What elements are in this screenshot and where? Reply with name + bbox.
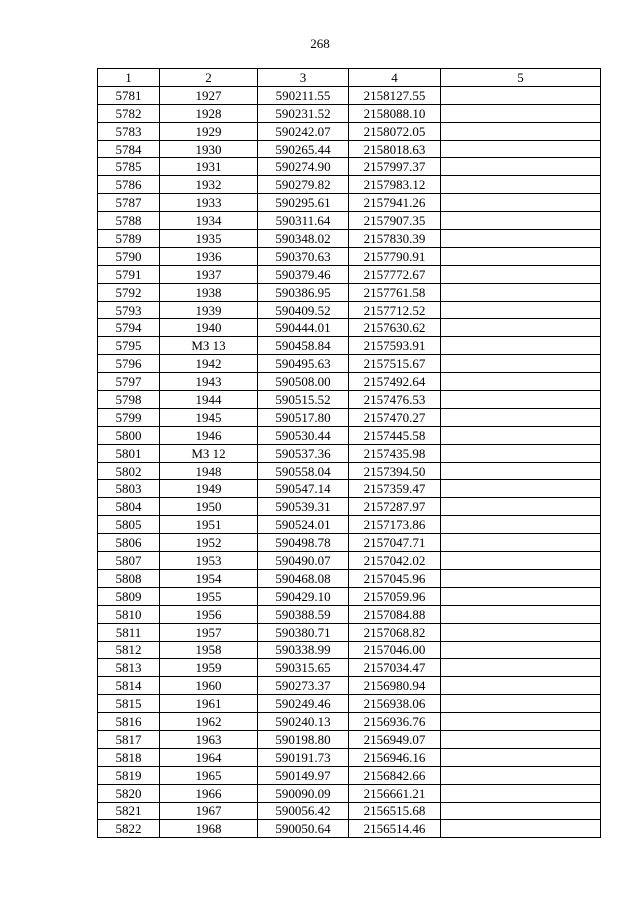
table-cell-col-1: 5799: [98, 408, 160, 426]
table-cell-col-3: 590558.04: [258, 462, 349, 480]
table-cell-col-2: 1931: [160, 158, 258, 176]
table-cell-col-1: 5782: [98, 104, 160, 122]
table-row: [98, 319, 601, 337]
table-row: [98, 713, 601, 731]
table-cell-col-5: [441, 391, 601, 409]
table-cell-col-4: 2157790.91: [349, 247, 441, 265]
table-row: [98, 176, 601, 194]
table-cell-col-4: 2157394.50: [349, 462, 441, 480]
table-cell-col-1: 5810: [98, 605, 160, 623]
table-cell-col-3: 590370.63: [258, 247, 349, 265]
table-cell-col-4: 2158072.05: [349, 122, 441, 140]
table-cell-col-5: [441, 355, 601, 373]
table-cell-col-3: 590539.31: [258, 498, 349, 516]
table-cell-col-3: 590338.99: [258, 641, 349, 659]
table-cell-col-3: 590386.95: [258, 283, 349, 301]
column-header-3: 3: [258, 69, 349, 87]
table-cell-col-1: 5806: [98, 534, 160, 552]
table-cell-col-5: [441, 373, 601, 391]
table-cell-col-4: 2156949.07: [349, 730, 441, 748]
table-row: [98, 104, 601, 122]
table-cell-col-1: 5816: [98, 713, 160, 731]
table-row: [98, 587, 601, 605]
table-row: [98, 122, 601, 140]
table-row: [98, 283, 601, 301]
column-header-1: 1: [98, 69, 160, 87]
table-cell-col-5: [441, 301, 601, 319]
table-row: [98, 337, 601, 355]
table-cell-col-3: 590242.07: [258, 122, 349, 140]
table-cell-col-5: [441, 748, 601, 766]
table-cell-col-3: 590279.82: [258, 176, 349, 194]
table-cell-col-5: [441, 677, 601, 695]
table-cell-col-1: 5820: [98, 784, 160, 802]
table-row: [98, 444, 601, 462]
table-cell-col-3: 590348.02: [258, 230, 349, 248]
table-cell-col-2: 1938: [160, 283, 258, 301]
table-cell-col-4: 2157515.67: [349, 355, 441, 373]
table-cell-col-5: [441, 587, 601, 605]
table-cell-col-3: 590191.73: [258, 748, 349, 766]
table-cell-col-5: [441, 480, 601, 498]
table-cell-col-1: 5818: [98, 748, 160, 766]
table-cell-col-2: 1957: [160, 623, 258, 641]
table-row: [98, 265, 601, 283]
table-cell-col-1: 5807: [98, 552, 160, 570]
table-row: [98, 498, 601, 516]
table-cell-col-5: [441, 623, 601, 641]
coordinates-table: [97, 68, 601, 838]
table-cell-col-3: 590409.52: [258, 301, 349, 319]
table-cell-col-2: 1934: [160, 212, 258, 230]
table-cell-col-4: 2157712.52: [349, 301, 441, 319]
table-cell-col-2: 1951: [160, 516, 258, 534]
table-cell-col-4: 2157983.12: [349, 176, 441, 194]
table-cell-col-1: 5786: [98, 176, 160, 194]
table-cell-col-2: 1964: [160, 748, 258, 766]
table-cell-col-3: 590458.84: [258, 337, 349, 355]
table-cell-col-4: 2157045.96: [349, 569, 441, 587]
table-cell-col-5: [441, 265, 601, 283]
table-cell-col-4: 2156980.94: [349, 677, 441, 695]
table-cell-col-1: 5791: [98, 265, 160, 283]
table-cell-col-3: 590547.14: [258, 480, 349, 498]
column-header-2: 2: [160, 69, 258, 87]
table-cell-col-1: 5813: [98, 659, 160, 677]
table-row: [98, 784, 601, 802]
table-cell-col-4: 2156938.06: [349, 695, 441, 713]
table-cell-col-5: [441, 784, 601, 802]
table-cell-col-4: 2158018.63: [349, 140, 441, 158]
table-cell-col-1: 5811: [98, 623, 160, 641]
table-cell-col-3: 590211.55: [258, 86, 349, 104]
table-cell-col-5: [441, 230, 601, 248]
table-cell-col-5: [441, 247, 601, 265]
table-cell-col-5: [441, 176, 601, 194]
table-cell-col-4: 2156514.46: [349, 820, 441, 838]
page-number: 268: [310, 36, 330, 51]
table-cell-col-4: 2157084.88: [349, 605, 441, 623]
table-cell-col-1: 5783: [98, 122, 160, 140]
table-cell-col-3: 590274.90: [258, 158, 349, 176]
table-cell-col-3: 590149.97: [258, 766, 349, 784]
table-row: [98, 605, 601, 623]
table-cell-col-2: 1944: [160, 391, 258, 409]
table-cell-col-2: 1961: [160, 695, 258, 713]
table-cell-col-5: [441, 605, 601, 623]
table-cell-col-1: 5805: [98, 516, 160, 534]
table-row: [98, 212, 601, 230]
table-cell-col-2: 1933: [160, 194, 258, 212]
table-cell-col-3: 590388.59: [258, 605, 349, 623]
table-cell-col-4: 2157492.64: [349, 373, 441, 391]
table-cell-col-1: 5812: [98, 641, 160, 659]
table-cell-col-3: 590537.36: [258, 444, 349, 462]
table-row: [98, 230, 601, 248]
table-cell-col-2: 1958: [160, 641, 258, 659]
table-cell-col-5: [441, 408, 601, 426]
table-cell-col-5: [441, 802, 601, 820]
table-cell-col-1: 5808: [98, 569, 160, 587]
column-header-4: 4: [349, 69, 441, 87]
table-cell-col-5: [441, 444, 601, 462]
table-cell-col-4: 2157630.62: [349, 319, 441, 337]
table-cell-col-5: [441, 212, 601, 230]
table-cell-col-2: 1937: [160, 265, 258, 283]
table-cell-col-3: 590498.78: [258, 534, 349, 552]
table-cell-col-3: 590429.10: [258, 587, 349, 605]
table-cell-col-5: [441, 534, 601, 552]
table-cell-col-3: 590468.08: [258, 569, 349, 587]
table-cell-col-3: 590311.64: [258, 212, 349, 230]
table-cell-col-3: 590508.00: [258, 373, 349, 391]
table-cell-col-2: 1932: [160, 176, 258, 194]
table-cell-col-5: [441, 569, 601, 587]
table-cell-col-5: [441, 140, 601, 158]
table-cell-col-5: [441, 695, 601, 713]
table-row: [98, 426, 601, 444]
table-cell-col-5: [441, 104, 601, 122]
table-cell-col-3: 590056.42: [258, 802, 349, 820]
table-cell-col-5: [441, 426, 601, 444]
table-cell-col-3: 590524.01: [258, 516, 349, 534]
table-cell-col-3: 590379.46: [258, 265, 349, 283]
table-row: [98, 677, 601, 695]
table-cell-col-4: 2156515.68: [349, 802, 441, 820]
table-cell-col-1: 5821: [98, 802, 160, 820]
table-cell-col-3: 590495.63: [258, 355, 349, 373]
table-cell-col-1: 5789: [98, 230, 160, 248]
table-cell-col-1: 5817: [98, 730, 160, 748]
table-cell-col-5: [441, 319, 601, 337]
table-cell-col-5: [441, 516, 601, 534]
table-cell-col-2: 1927: [160, 86, 258, 104]
table-cell-col-3: 590249.46: [258, 695, 349, 713]
table-row: [98, 820, 601, 838]
table-cell-col-2: 1959: [160, 659, 258, 677]
table-row: [98, 641, 601, 659]
table-row: [98, 140, 601, 158]
table-cell-col-2: 1962: [160, 713, 258, 731]
table-cell-col-5: [441, 86, 601, 104]
table-cell-col-1: 5815: [98, 695, 160, 713]
table-cell-col-5: [441, 730, 601, 748]
table-cell-col-4: 2157907.35: [349, 212, 441, 230]
table-cell-col-4: 2157830.39: [349, 230, 441, 248]
table-cell-col-5: [441, 820, 601, 838]
table-cell-col-3: 590530.44: [258, 426, 349, 444]
table-cell-col-4: 2157761.58: [349, 283, 441, 301]
table-cell-col-1: 5796: [98, 355, 160, 373]
header-row: [98, 69, 601, 87]
table-cell-col-2: 1968: [160, 820, 258, 838]
table-cell-col-5: [441, 194, 601, 212]
table-cell-col-2: 1965: [160, 766, 258, 784]
table-row: [98, 569, 601, 587]
table-cell-col-4: 2157593.91: [349, 337, 441, 355]
table-row: [98, 194, 601, 212]
table-cell-col-1: 5792: [98, 283, 160, 301]
table-cell-col-2: 1960: [160, 677, 258, 695]
table-cell-col-3: 590515.52: [258, 391, 349, 409]
table-cell-col-4: 2157941.26: [349, 194, 441, 212]
table-cell-col-4: 2157046.00: [349, 641, 441, 659]
table-cell-col-2: 1956: [160, 605, 258, 623]
table-cell-col-1: 5787: [98, 194, 160, 212]
table-cell-col-4: 2157445.58: [349, 426, 441, 444]
table-row: [98, 391, 601, 409]
table-cell-col-2: 1953: [160, 552, 258, 570]
table-cell-col-2: МЗ 13: [160, 337, 258, 355]
table-row: [98, 408, 601, 426]
table-cell-col-3: 590240.13: [258, 713, 349, 731]
table-row: [98, 552, 601, 570]
table-cell-col-4: 2158088.10: [349, 104, 441, 122]
table-cell-col-4: 2157068.82: [349, 623, 441, 641]
table-row: [98, 659, 601, 677]
table-cell-col-2: 1963: [160, 730, 258, 748]
table-cell-col-2: 1935: [160, 230, 258, 248]
table-cell-col-3: 590273.37: [258, 677, 349, 695]
table-cell-col-5: [441, 659, 601, 677]
table-cell-col-2: 1940: [160, 319, 258, 337]
table-row: [98, 534, 601, 552]
table-cell-col-1: 5797: [98, 373, 160, 391]
table-cell-col-2: 1930: [160, 140, 258, 158]
table-cell-col-3: 590517.80: [258, 408, 349, 426]
table-cell-col-2: 1928: [160, 104, 258, 122]
table-cell-col-2: 1929: [160, 122, 258, 140]
table-cell-col-1: 5804: [98, 498, 160, 516]
table-cell-col-2: 1948: [160, 462, 258, 480]
table-cell-col-2: МЗ 12: [160, 444, 258, 462]
column-header-5: 5: [441, 69, 601, 87]
table-cell-col-2: 1939: [160, 301, 258, 319]
table-cell-col-2: 1950: [160, 498, 258, 516]
table-cell-col-1: 5784: [98, 140, 160, 158]
table-cell-col-1: 5822: [98, 820, 160, 838]
table-body: [98, 86, 601, 837]
table-cell-col-2: 1966: [160, 784, 258, 802]
table-cell-col-1: 5809: [98, 587, 160, 605]
table-cell-col-3: 590490.07: [258, 552, 349, 570]
table-row: [98, 462, 601, 480]
table-cell-col-1: 5793: [98, 301, 160, 319]
table-cell-col-1: 5781: [98, 86, 160, 104]
table-header: [98, 69, 601, 87]
table-cell-col-4: 2157287.97: [349, 498, 441, 516]
table-cell-col-4: 2156946.16: [349, 748, 441, 766]
table-cell-col-5: [441, 122, 601, 140]
table-cell-col-5: [441, 498, 601, 516]
table-row: [98, 301, 601, 319]
table-cell-col-2: 1955: [160, 587, 258, 605]
table-row: [98, 86, 601, 104]
table-row: [98, 802, 601, 820]
table-cell-col-3: 590231.52: [258, 104, 349, 122]
table-cell-col-4: 2157059.96: [349, 587, 441, 605]
table-cell-col-2: 1949: [160, 480, 258, 498]
table-cell-col-3: 590198.80: [258, 730, 349, 748]
table-cell-col-4: 2156842.66: [349, 766, 441, 784]
table-cell-col-4: 2157772.67: [349, 265, 441, 283]
table-cell-col-4: 2157359.47: [349, 480, 441, 498]
table-cell-col-5: [441, 641, 601, 659]
table-cell-col-1: 5794: [98, 319, 160, 337]
table-row: [98, 158, 601, 176]
table-cell-col-5: [441, 337, 601, 355]
table-row: [98, 516, 601, 534]
table-row: [98, 730, 601, 748]
table-cell-col-5: [441, 766, 601, 784]
table-row: [98, 766, 601, 784]
table-cell-col-1: 5788: [98, 212, 160, 230]
table-row: [98, 695, 601, 713]
table-cell-col-2: 1967: [160, 802, 258, 820]
table-cell-col-5: [441, 158, 601, 176]
table-cell-col-4: 2157042.02: [349, 552, 441, 570]
table-cell-col-1: 5819: [98, 766, 160, 784]
table-row: [98, 748, 601, 766]
table-cell-col-3: 590315.65: [258, 659, 349, 677]
table-cell-col-1: 5785: [98, 158, 160, 176]
table-cell-col-1: 5795: [98, 337, 160, 355]
table-cell-col-5: [441, 462, 601, 480]
table-row: [98, 373, 601, 391]
table-cell-col-1: 5802: [98, 462, 160, 480]
table-row: [98, 623, 601, 641]
table-cell-col-3: 590444.01: [258, 319, 349, 337]
table-row: [98, 480, 601, 498]
table-cell-col-4: 2157034.47: [349, 659, 441, 677]
table-cell-col-1: 5803: [98, 480, 160, 498]
table-cell-col-2: 1943: [160, 373, 258, 391]
table-cell-col-3: 590050.64: [258, 820, 349, 838]
table-cell-col-2: 1936: [160, 247, 258, 265]
table-cell-col-1: 5798: [98, 391, 160, 409]
table-cell-col-5: [441, 713, 601, 731]
table-cell-col-1: 5800: [98, 426, 160, 444]
table-cell-col-4: 2157997.37: [349, 158, 441, 176]
table-cell-col-4: 2156661.21: [349, 784, 441, 802]
table-cell-col-3: 590295.61: [258, 194, 349, 212]
table-row: [98, 247, 601, 265]
table-cell-col-1: 5790: [98, 247, 160, 265]
table-cell-col-2: 1952: [160, 534, 258, 552]
table-cell-col-4: 2156936.76: [349, 713, 441, 731]
table-cell-col-4: 2157173.86: [349, 516, 441, 534]
table-cell-col-5: [441, 552, 601, 570]
table-cell-col-4: 2157476.53: [349, 391, 441, 409]
table-cell-col-2: 1942: [160, 355, 258, 373]
table-cell-col-1: 5814: [98, 677, 160, 695]
table-cell-col-4: 2157435.98: [349, 444, 441, 462]
table-cell-col-4: 2157047.71: [349, 534, 441, 552]
table-cell-col-2: 1954: [160, 569, 258, 587]
table-cell-col-3: 590265.44: [258, 140, 349, 158]
table-cell-col-5: [441, 283, 601, 301]
table-cell-col-1: 5801: [98, 444, 160, 462]
table-cell-col-4: 2157470.27: [349, 408, 441, 426]
table-row: [98, 355, 601, 373]
table-cell-col-3: 590380.71: [258, 623, 349, 641]
table-cell-col-3: 590090.09: [258, 784, 349, 802]
table-cell-col-2: 1946: [160, 426, 258, 444]
table-cell-col-4: 2158127.55: [349, 86, 441, 104]
table-cell-col-2: 1945: [160, 408, 258, 426]
